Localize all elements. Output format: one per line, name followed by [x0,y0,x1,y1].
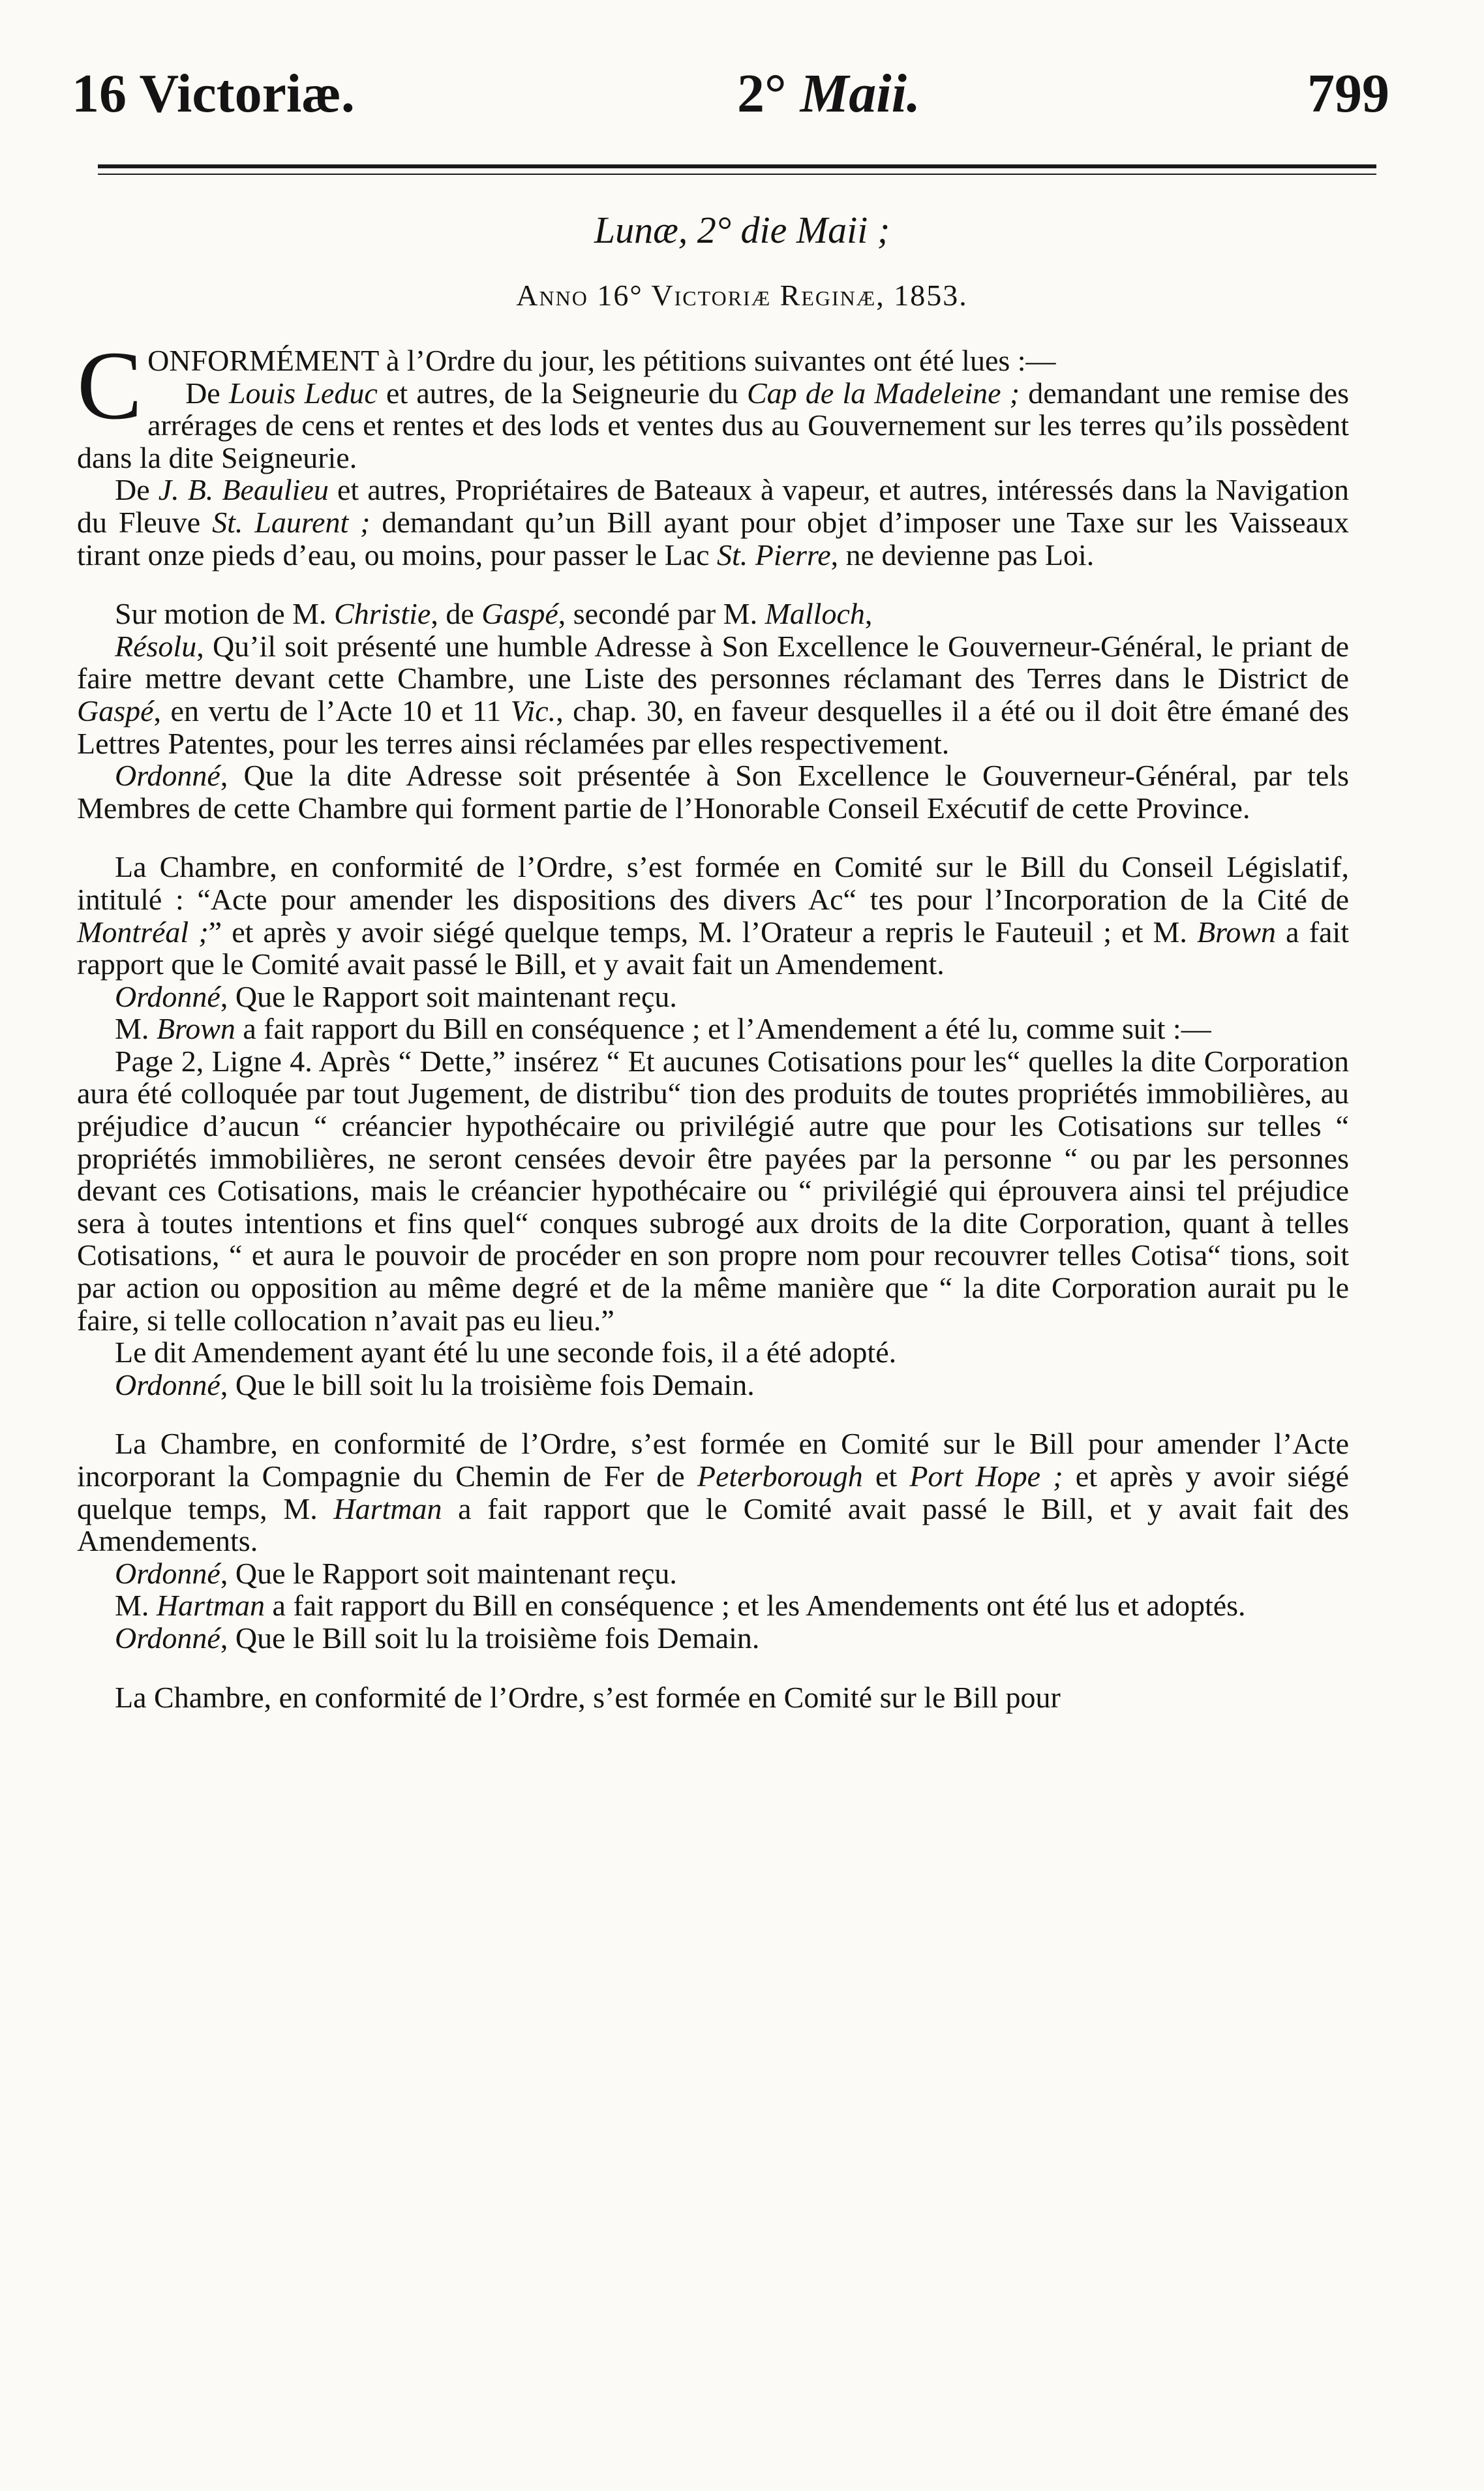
petition-2-text: De [115,473,159,507]
motion-text: , secondé par M. [558,597,765,631]
committee-text: a fait rapport que le Comité avait passé le Bill, et y avait fait un Amendement. [77,915,1350,981]
committee-place: Port Hope ; [909,1459,1063,1493]
paragraph-report-hartman [77,1589,1349,1622]
paragraph-committee-continued: La Chambre, en conformité de l’Ordre, s’est formée en Comité sur le Bill pour [115,1680,1061,1714]
resolution-place: Gaspé [77,694,154,727]
resolution-text: , chap. 30, en faveur desquelles il a été ou il doit être émané des Lettres Patentes, pour les terres ainsi réclamées par elles respectivement. [77,694,1349,760]
committee-text: a fait rapport que le Comité avait passé le Bill, et y avait fait des Amendements. [77,1491,1349,1558]
petition-2-place: St. Laurent ; [212,505,371,539]
regnal-year: Anno 16° Victoriæ Reginæ, 1853. [516,279,968,312]
petition-1-text: et autres, de la Seigneurie du [377,376,747,410]
header-month: Maii. [800,63,920,124]
mover-name: Christie [334,597,431,631]
order-text: , Que la dite Adresse soit présentée à Son Excellence le Gouverneur-Général, par tels Membres de cette Chambre qui forment partie de l’Honorable Conseil Exécutif de cette Province. [77,759,1349,825]
resolution-text: , Qu’il soit présenté une humble Adresse à Son Excellence le Gouverneur-Général, le priant de faire mettre devant cette Chambre, une Liste des personnes réclamant des Terres dans le District de [77,629,1349,695]
petition-2-place: St. Pierre [717,538,831,572]
order-text: , Que le Rapport soit maintenant reçu. [220,1556,677,1590]
petition-1-name: Louis Leduc [228,376,378,410]
paragraph-committee-montreal [77,851,1349,980]
report-text: M. [115,1012,157,1046]
committee-member: Brown [1197,915,1277,949]
paragraph-committee-railway [77,1428,1349,1557]
motion-text: , de [431,597,482,631]
header-rule-thin [98,174,1376,175]
petition-2-text: demandant qu’un Bill ayant pour objet d’imposer une Taxe sur les Vaisseaux tirant onze pieds d’eau, ou moins, pour passer le Lac [77,505,1349,572]
report-text: a fait rapport du Bill en conséquence ; et les Amendements ont été lus et adoptés. [265,1589,1246,1623]
paragraph-order-report-1 [77,981,1349,1013]
paragraph-report-brown [77,1013,1349,1045]
petition-2-text: , ne devienne pas Loi. [830,538,1095,572]
order-keyword: Ordonné [115,979,220,1013]
order-keyword: Ordonné [115,1621,220,1655]
header-session: 16 Victoriæ. [72,63,355,124]
order-keyword: Ordonné [115,1556,220,1590]
committee-text: et [862,1459,910,1493]
paragraph-amendment-text: Page 2, Ligne 4. Après “ Dette,” insérez “ Et aucunes Cotisations pour les“ quelles la dite Corporation aura été colloquée par tout Jugement, de distribu“ tion des produits de toutes propriétés immobilières, au préjudice d’aucun “ créancier hypothécaire ou privilégié autre que pour les Cotisations sur telles “ propriétés immobilières, ne seront censées devoir être payées par la personne “ ou par les personnes devant ces Cotisations, mais le créancier hypothécaire ou “ privilégié qui éprouvera ainsi tel préjudice sera à toutes intentions et fins quel“ conques subrogé aux droits de la dite Corporation, quant à telles Cotisations, “ et aura le pouvoir de procéder en son propre nom pour recouvrer telles Cotisa“ tions, soit par action ou opposition au même degré et de la même manière que “ la dite Corporation aurait pu le faire, si telle collocation n’avait pas eu lieu.” [77,1044,1349,1337]
paragraph-order-report-2 [77,1557,1349,1590]
committee-text: La Chambre, en conformité de l’Ordre, s’est formée en Comité sur le Bill du Conseil Législatif, intitulé : “Acte pour amender les dispositions des divers Ac“ tes pour l’Incorporation de la Cité de [77,850,1349,916]
header-date [737,62,920,125]
petition-2-name: J. B. Beaulieu [158,473,329,507]
drop-cap: C [77,331,143,440]
report-member: Hartman [156,1589,265,1623]
motion-text: Sur motion de M. [115,597,335,631]
paragraph-resolution [77,630,1349,759]
committee-place: Peterborough [697,1459,863,1493]
resolution-abbrev: Vic. [510,694,556,727]
paragraph-order-address [77,759,1349,824]
petition-1-place: Cap de la Madeleine ; [746,376,1020,410]
journal-body [77,331,1350,1714]
seconder-name: Malloch [765,597,865,631]
paragraph-petition-2 [77,474,1349,571]
resolution-text: , en vertu de l’Acte 10 et 11 [153,694,511,727]
resolution-keyword: Résolu [115,629,197,663]
order-text: , Que le Bill soit lu la troisième fois Demain. [220,1621,760,1655]
order-keyword: Ordonné [115,1368,220,1401]
header-day: 2° [737,63,787,124]
report-member: Brown [156,1012,235,1046]
paragraph-order-of-day [77,331,1349,474]
committee-member: Hartman [333,1491,442,1525]
page-number: 799 [1307,63,1389,124]
paragraph-order-third-reading-2 [77,1622,1349,1655]
committee-text: ” et après y avoir siégé quelque temps, M. l’Orateur a repris le Fauteuil ; et M. [208,915,1198,949]
order-text: , Que le bill soit lu la troisième fois Demain. [220,1368,755,1401]
paragraph-amendment-adopted: Le dit Amendement ayant été lu une seconde fois, il a été adopté. [115,1336,897,1369]
committee-place: Montréal ; [77,915,209,949]
running-header [72,62,1389,134]
paragraph-order-third-reading-1 [77,1369,1349,1401]
committee-text: La Chambre, en conformité de l’Ordre, s’est formée en Comité sur le Bill pour amender l’Acte incorporant la Compagnie du Chemin de Fer de [77,1427,1349,1493]
header-rule-thick [98,164,1376,168]
report-text: a fait rapport du Bill en conséquence ; et l’Amendement a été lu, comme suit :— [235,1012,1211,1046]
petition-1-text: demandant une remise des arrérages de cens et rentes et des lods et ventes dus au Gouvernement sur les terres qu’ils possèdent dans la dite Seigneurie. [77,376,1349,474]
opening-text: à l’Ordre du jour, les pétitions suivantes ont été lues :— [378,344,1056,377]
order-keyword: Ordonné [115,759,220,793]
paragraph-motion [77,598,1349,630]
petition-1-text: De [185,376,229,410]
motion-text: , [864,597,873,631]
committee-text: et après y avoir siégé quelque temps, M. [77,1459,1349,1525]
report-text: M. [115,1589,157,1623]
opening-word: ONFORMÉMENT [147,344,379,377]
sitting-date: Lunæ, 2° die Maii ; [594,209,890,251]
petition-2-text: et autres, Propriétaires de Bateaux à vapeur, et autres, intéressés dans la Navigation du Fleuve [77,473,1349,539]
mover-riding: Gaspé [481,597,558,631]
order-text: , Que le Rapport soit maintenant reçu. [220,979,677,1013]
